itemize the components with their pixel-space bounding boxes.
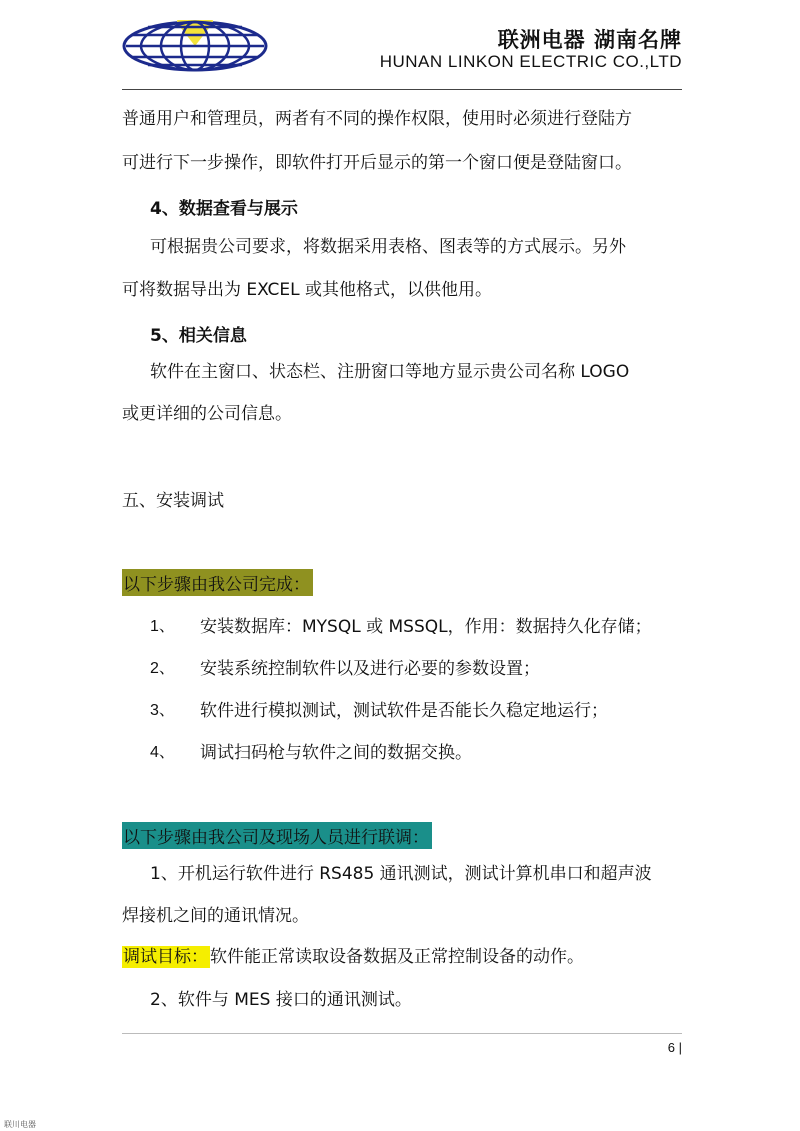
- step-number: 3、: [150, 702, 175, 719]
- page-number: 6 |: [667, 1040, 682, 1055]
- company-logo: [122, 20, 268, 72]
- step-item: 安装系统控制软件以及进行必要的参数设置；: [200, 659, 540, 679]
- joint-step2: 2、软件与 MES 接口的通讯测试。: [150, 990, 412, 1010]
- paragraph-info-line1: 软件在主窗口、状态栏、注册窗口等地方显示贵公司名称 LOGO: [150, 362, 630, 382]
- joint-step1-line1: 1、开机运行软件进行 RS485 通讯测试，测试计算机串口和超声波: [150, 864, 652, 884]
- step-number: 2、: [150, 660, 175, 677]
- footer-divider: [122, 1033, 682, 1034]
- goal-text: 软件能正常读取设备数据及正常控制设备的动作。: [210, 947, 584, 967]
- highlight-company-steps: 以下步骤由我公司完成：: [122, 569, 313, 596]
- step-item: 调试扫码枪与软件之间的数据交换。: [200, 743, 472, 763]
- goal-label: 调试目标：: [123, 947, 208, 967]
- paragraph-login-line1: 普通用户和管理员，两者有不同的操作权限，使用时必须进行登陆方: [122, 109, 632, 129]
- step-item: 安装数据库：MYSQL 或 MSSQL，作用：数据持久化存储；: [200, 617, 652, 637]
- step-item: 软件进行模拟测试，测试软件是否能长久稳定地运行；: [200, 701, 608, 721]
- paragraph-login-line2: 可进行下一步操作，即软件打开后显示的第一个窗口便是登陆窗口。: [122, 153, 632, 173]
- company-name-en: HUNAN LINKON ELECTRIC CO.,LTD: [379, 52, 682, 71]
- heading-related-info: 5、相关信息: [150, 326, 247, 346]
- section-title-installation: 五、安装调试: [122, 491, 224, 511]
- paragraph-data-line1: 可根据贵公司要求，将数据采用表格、图表等的方式展示。另外: [150, 237, 626, 257]
- corner-mark: 联川电器: [4, 1120, 36, 1129]
- header-divider: [122, 89, 682, 90]
- paragraph-info-line2: 或更详细的公司信息。: [122, 404, 292, 424]
- paragraph-data-line2: 可将数据导出为 EXCEL 或其他格式，以供他用。: [122, 280, 493, 300]
- step-number: 1、: [150, 618, 175, 635]
- joint-step1-line2: 焊接机之间的通讯情况。: [122, 906, 309, 926]
- step-number: 4、: [150, 744, 175, 761]
- heading-data-view: 4、数据查看与展示: [150, 199, 298, 219]
- company-name-cn: 联洲电器 湖南名牌: [497, 28, 682, 52]
- highlight-joint-steps: 以下步骤由我公司及现场人员进行联调：: [122, 822, 432, 849]
